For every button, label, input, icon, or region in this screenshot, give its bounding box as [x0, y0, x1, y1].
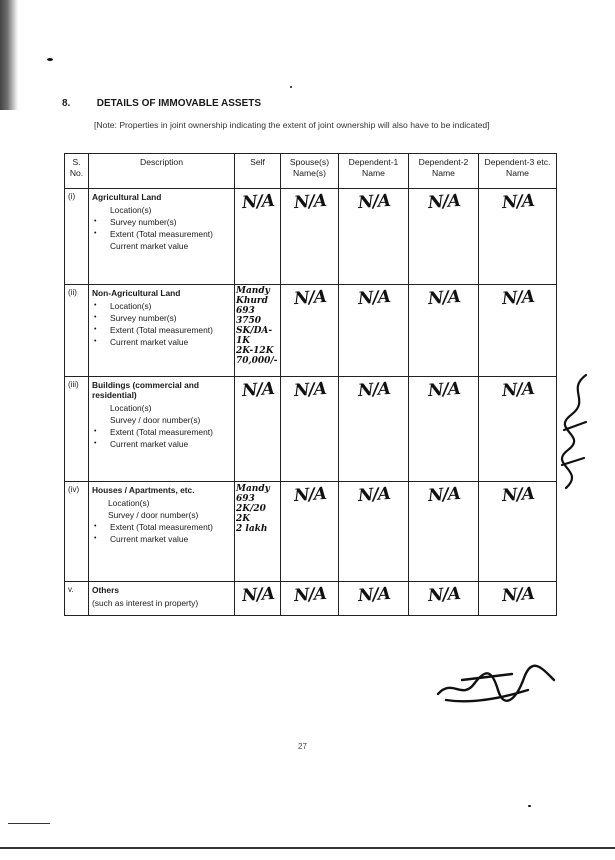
handwritten-value: N/A [292, 286, 327, 310]
page-number: 27 [298, 742, 307, 751]
handwritten-value: N/A [292, 190, 327, 214]
handwritten-value: N/A [292, 378, 327, 402]
side-signature [556, 370, 596, 500]
row-category: Non-Agricultural Land [92, 288, 181, 298]
cell-spouse [281, 285, 339, 377]
handwritten-value: N/A [240, 583, 275, 607]
row-item: Location(s) [108, 498, 150, 508]
handwritten-value: N/A [240, 190, 275, 214]
row-item: • Extent (Total measurement) [92, 521, 231, 533]
row-description [89, 482, 235, 582]
header-description: Description [89, 154, 235, 189]
handwritten-note: 2 lakh [236, 524, 268, 534]
immovable-assets-table [64, 153, 557, 616]
row-item: Current market value [110, 241, 189, 251]
handwritten-value: N/A [426, 190, 461, 214]
row-item: Location(s) [110, 403, 152, 413]
cell-dependent-3 [479, 377, 557, 482]
section-title: DETAILS OF IMMOVABLE ASSETS [96, 98, 262, 109]
row-item: Survey / door number(s) [110, 415, 201, 425]
handwritten-note: 693 [236, 494, 255, 504]
row-item: • Current market value [92, 336, 231, 348]
row-category: Others [92, 585, 119, 595]
row-sno: (ii) [65, 285, 89, 377]
cell-dependent-2 [409, 285, 479, 377]
row-item: • Location(s) [92, 300, 231, 312]
handwritten-note: 3750 [236, 316, 262, 326]
handwritten-value: N/A [426, 286, 461, 310]
header-dependent-1: Dependent-1 Name [339, 154, 409, 189]
header-spouse: Spouse(s) Name(s) [281, 154, 339, 189]
cell-dependent-3 [479, 285, 557, 377]
section-heading [62, 98, 261, 109]
page-bottom-rule [0, 847, 615, 849]
handwritten-value: N/A [500, 378, 535, 402]
cell-dependent-2 [409, 582, 479, 616]
cell-dependent-3 [479, 582, 557, 616]
cell-dependent-3 [479, 189, 557, 285]
cell-spouse [281, 482, 339, 582]
table-row [65, 189, 557, 285]
section-number: 8. [62, 98, 71, 109]
handwritten-value: N/A [240, 378, 275, 402]
handwritten-value: N/A [292, 483, 327, 507]
row-description [89, 582, 235, 616]
row-item: • Survey number(s) [92, 216, 231, 228]
handwritten-note: 2K [236, 514, 251, 524]
row-item: • Survey number(s) [92, 312, 231, 324]
handwritten-value: N/A [356, 583, 391, 607]
header-dependent-3: Dependent-3 etc. Name [479, 154, 557, 189]
row-sno: (i) [65, 189, 89, 285]
row-description [89, 377, 235, 482]
row-item: • Extent (Total measurement) [92, 228, 231, 240]
handwritten-value: N/A [500, 483, 535, 507]
cell-dependent-1 [339, 189, 409, 285]
row-description [89, 285, 235, 377]
cell-dependent-3 [479, 482, 557, 582]
handwritten-note: SK/DA-1K [236, 326, 273, 346]
handwritten-value: N/A [356, 190, 391, 214]
cell-dependent-1 [339, 377, 409, 482]
row-item: Location(s) [110, 205, 152, 215]
handwritten-note: 70,000/- [236, 356, 278, 366]
footer-rule [8, 823, 50, 824]
row-item: • Extent (Total measurement) [92, 324, 231, 336]
handwritten-value: N/A [356, 483, 391, 507]
scan-speck [47, 58, 53, 61]
section-note: [Note: Properties in joint ownership indicating the extent of joint ownership will also have to be indicated] [94, 120, 490, 130]
handwritten-note: Mandy [236, 286, 270, 296]
cell-spouse [281, 377, 339, 482]
cell-self [235, 482, 281, 582]
header-self: Self [235, 154, 281, 189]
handwritten-note: 693 [236, 306, 255, 316]
cell-dependent-1 [339, 482, 409, 582]
row-item: • Extent (Total measurement) [92, 426, 231, 438]
table-row [65, 377, 557, 482]
row-sno: (iii) [65, 377, 89, 482]
cell-dependent-2 [409, 189, 479, 285]
cell-self [235, 377, 281, 482]
header-sno: S. No. [65, 154, 89, 189]
cell-spouse [281, 582, 339, 616]
handwritten-value: N/A [426, 483, 461, 507]
scan-speck [290, 86, 292, 88]
cell-self [235, 285, 281, 377]
row-item: • Current market value [92, 438, 231, 450]
table-header-row [65, 154, 557, 189]
handwritten-value: N/A [356, 378, 391, 402]
row-category: Houses / Apartments, etc. [92, 485, 195, 495]
cell-dependent-2 [409, 482, 479, 582]
cell-self [235, 189, 281, 285]
cell-self [235, 582, 281, 616]
handwritten-value: N/A [500, 583, 535, 607]
cell-dependent-1 [339, 285, 409, 377]
header-dependent-2: Dependent-2 Name [409, 154, 479, 189]
handwritten-note: 2K/20 [236, 504, 266, 514]
handwritten-value: N/A [426, 583, 461, 607]
row-item: Survey / door number(s) [108, 510, 199, 520]
row-item: • Current market value [92, 533, 231, 545]
table-row [65, 482, 557, 582]
handwritten-value: N/A [500, 190, 535, 214]
handwritten-note: Mandy [236, 484, 270, 494]
handwritten-value: N/A [426, 378, 461, 402]
row-sno: v. [65, 582, 89, 616]
row-description [89, 189, 235, 285]
scan-edge-shadow [0, 0, 18, 110]
row-category: Buildings (commercial and residential) [92, 380, 200, 400]
scan-speck [528, 805, 531, 807]
row-item: (such as interest in property) [92, 598, 199, 608]
handwritten-value: N/A [500, 286, 535, 310]
handwritten-note: 2K-12K [236, 346, 274, 356]
handwritten-value: N/A [356, 286, 391, 310]
cell-dependent-2 [409, 377, 479, 482]
bottom-signature [432, 660, 562, 708]
cell-dependent-1 [339, 582, 409, 616]
table-row [65, 582, 557, 616]
row-sno: (iv) [65, 482, 89, 582]
handwritten-note: Khurd [236, 296, 268, 306]
row-category: Agricultural Land [92, 192, 162, 202]
cell-spouse [281, 189, 339, 285]
table-row [65, 285, 557, 377]
handwritten-value: N/A [292, 583, 327, 607]
